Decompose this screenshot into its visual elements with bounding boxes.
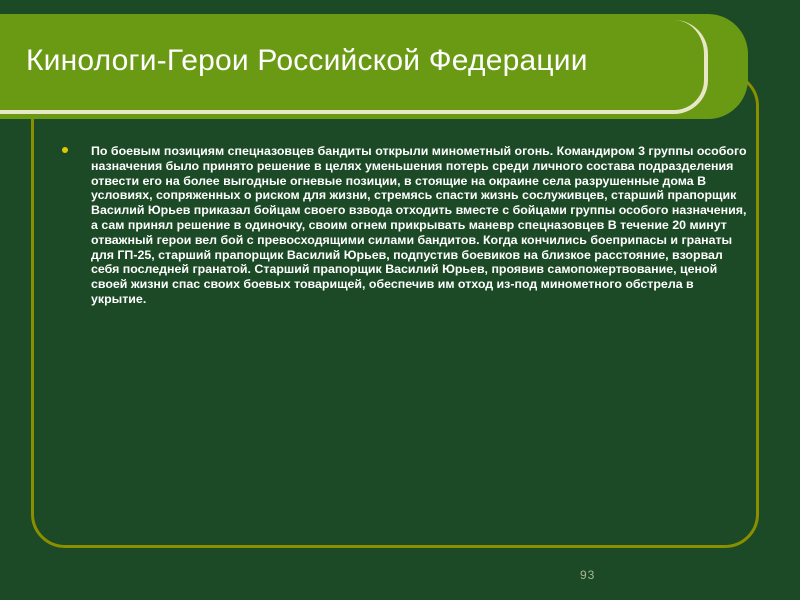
bullet-icon: [62, 147, 68, 153]
body-list: [62, 144, 752, 307]
list-item: [62, 144, 752, 307]
slide-title: Кинологи-Герои Российской Федерации: [26, 44, 588, 77]
title-bar: [0, 14, 748, 119]
body-text: По боевым позициям спецназовцев бандиты открыли минометный огонь. Командиром 3 группы особого назначения было принято решение в целях уменьшения потерь среди личного состава подразделения отвести его на более выгодные огневые позиции, в стоящие на окраине села разрушенные дома В условиях, сопряженных о риском для жизни, стремясь спасти жизнь сослуживцев, старший прапорщик Василий Юрьев приказал бойцам своего взвода отходить вместе с бойцами группы особого назначения, а сам принял решение в одиночку, своим огнем прикрывать маневр спецназовцев В течение 20 минут отважный герои вел бой с превосходящими силами бандитов. Когда кончились боеприпасы и гранаты для ГП-25, старший прапорщик Василий Юрьев, подпустив боевиков на близкое расстояние, взорвал себя последней гранатой. Старший прапорщик Василий Юрьев, проявив самопожертвование, ценой своей жизни спас своих боевых товарищей, обеспечив им отход из-под минометного обстрела в укрытие.: [91, 144, 747, 306]
page-number: 93: [580, 568, 596, 582]
